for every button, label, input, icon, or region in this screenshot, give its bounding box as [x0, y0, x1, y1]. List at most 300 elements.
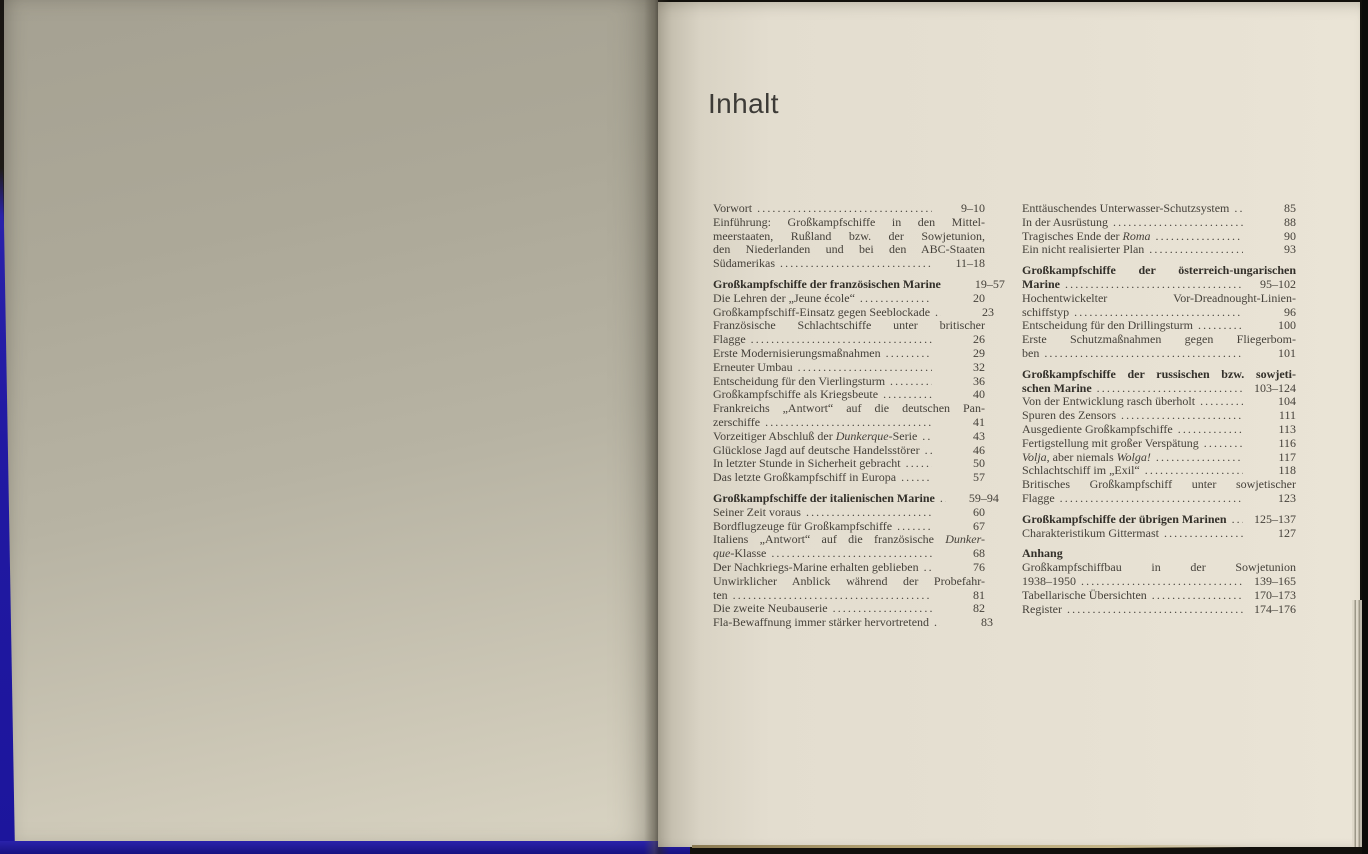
page-number: 23	[982, 304, 995, 319]
text-segment: Ein nicht realisierter Plan	[1022, 242, 1145, 257]
toc-text	[1022, 513, 1227, 527]
text-segment: -Klasse	[730, 546, 767, 561]
text-segment: In letzter Stunde in Sicherheit gebracht	[713, 456, 901, 471]
toc-line	[713, 319, 985, 333]
toc-text	[713, 347, 881, 361]
toc-text	[1022, 547, 1063, 561]
toc-line	[713, 457, 985, 471]
text-segment: Spuren des Zensors	[1022, 408, 1116, 423]
toc-text	[713, 471, 896, 485]
toc-text	[713, 430, 917, 444]
page-number: 116	[1278, 435, 1296, 450]
page-number: 170–173	[1254, 587, 1296, 602]
text-segment: Erste Modernisierungsmaßnahmen	[713, 345, 881, 360]
toc-text	[1022, 575, 1076, 589]
toc-text	[1022, 603, 1062, 617]
text-segment: Anhang	[1022, 546, 1063, 561]
toc-text	[713, 444, 920, 458]
toc-line	[713, 575, 985, 589]
toc-text	[1022, 382, 1092, 396]
text-segment: -Serie	[888, 428, 918, 443]
dot-leader	[765, 416, 932, 430]
toc-entry	[713, 490, 999, 506]
toc-entry	[713, 402, 985, 430]
toc-entry	[713, 561, 985, 575]
toc-entry	[1022, 478, 1296, 506]
toc-line	[713, 257, 985, 271]
toc-line	[713, 520, 985, 534]
toc-line	[1022, 603, 1296, 617]
toc-line	[1022, 278, 1296, 292]
dot-leader	[940, 492, 946, 506]
page-number: 125–137	[1254, 511, 1296, 526]
toc-entry	[713, 304, 995, 320]
text-segment: Flagge	[713, 332, 746, 347]
toc-entry	[713, 430, 985, 444]
text-segment: schen Marine	[1022, 380, 1092, 395]
text-segment: ten	[713, 587, 728, 602]
toc-text	[713, 292, 855, 306]
dot-leader	[1081, 575, 1243, 589]
toc-text	[713, 457, 901, 471]
toc-entry	[1022, 513, 1296, 527]
toc-entry	[1022, 589, 1296, 603]
dot-leader	[1149, 243, 1243, 257]
text-segment: Bordflugzeuge für Großkampfschiffe	[713, 518, 893, 533]
toc-entry	[713, 276, 1005, 292]
toc-entry	[1022, 292, 1296, 320]
dot-leader	[886, 347, 932, 361]
page-number: 83	[981, 615, 994, 630]
page-number: 19–57	[974, 276, 1005, 291]
dot-leader	[1145, 464, 1243, 478]
toc-text	[1022, 437, 1199, 451]
page-number: 104	[1278, 394, 1296, 409]
text-segment: den Niederlanden und bei den ABC-Staaten	[713, 242, 985, 257]
toc-line	[713, 615, 994, 630]
dot-leader	[1067, 603, 1243, 617]
dot-leader	[934, 616, 940, 630]
text-segment: Erneuter Umbau	[713, 359, 793, 374]
text-segment: Volja	[1022, 449, 1047, 464]
text-segment: ben	[1022, 345, 1040, 360]
page-number: 50	[973, 456, 985, 471]
dot-leader	[901, 471, 932, 485]
toc-entry	[1022, 451, 1296, 465]
toc-entry	[1022, 464, 1296, 478]
toc-line	[1022, 423, 1296, 437]
toc-text	[713, 602, 828, 616]
toc-entry	[713, 575, 985, 603]
text-segment: Der Nachkriegs-Marine erhalten geblieben	[713, 559, 919, 574]
page-number: 46	[973, 442, 985, 457]
toc-line	[1022, 264, 1296, 278]
text-segment: Tabellarische Übersichten	[1022, 587, 1147, 602]
toc-entry	[1022, 603, 1296, 617]
toc-text	[1022, 306, 1069, 320]
dot-leader	[1156, 230, 1243, 244]
toc-entry	[713, 444, 985, 458]
toc-line	[1022, 409, 1296, 423]
toc-text	[713, 375, 885, 389]
text-segment: Glücklose Jagd auf deutsche Handelsstörer	[713, 442, 920, 457]
toc-line	[1022, 395, 1296, 409]
text-segment: Charakteristikum Gittermast	[1022, 525, 1159, 540]
toc-line	[1022, 368, 1296, 382]
page-number: 9–10	[961, 201, 985, 215]
page-number: 123	[1278, 490, 1296, 505]
toc-text	[713, 589, 728, 603]
toc-text	[1022, 423, 1173, 437]
toc-entry	[713, 388, 985, 402]
page-number: 11–18	[955, 256, 985, 271]
text-segment: que	[713, 546, 731, 561]
contents-page	[658, 2, 1360, 847]
toc-entry	[1022, 264, 1296, 292]
page-number: 81	[973, 587, 985, 602]
dot-leader	[733, 589, 932, 603]
page-number: 43	[973, 428, 985, 443]
text-segment: , aber niemals	[1046, 449, 1117, 464]
toc-line	[713, 230, 985, 244]
page-number: 68	[973, 546, 985, 561]
toc-text	[713, 278, 941, 292]
dot-leader	[924, 561, 932, 575]
page-number: 36	[973, 373, 985, 388]
toc-text	[713, 361, 793, 375]
text-segment: Großkampfschiffe als Kriegsbeute	[713, 387, 879, 402]
text-segment: Das letzte Großkampfschiff in Europa	[713, 470, 897, 485]
dot-leader	[751, 333, 932, 347]
toc-entry	[713, 602, 985, 616]
toc-line	[713, 388, 985, 402]
toc-text	[1022, 202, 1229, 216]
dot-leader	[771, 547, 932, 561]
toc-line	[713, 276, 1005, 292]
toc-text	[1022, 464, 1140, 478]
text-segment: Marine	[1022, 276, 1060, 291]
toc-entry	[713, 375, 985, 389]
text-segment: Tragisches Ende der	[1022, 228, 1123, 243]
toc-line	[1022, 292, 1296, 306]
toc-line	[1022, 216, 1296, 230]
text-segment: Entscheidung für den Drillingsturm	[1022, 318, 1193, 333]
toc-line	[1022, 589, 1296, 603]
toc-line	[713, 292, 985, 306]
dot-leader	[1152, 589, 1243, 603]
text-segment: Südamerikas	[713, 256, 775, 271]
toc-column-right	[1022, 202, 1296, 616]
page-title: Inhalt	[708, 88, 779, 119]
text-segment: Wolga!	[1116, 449, 1151, 464]
page-number: 127	[1278, 525, 1296, 540]
toc-text	[713, 547, 766, 561]
toc-line	[1022, 527, 1296, 541]
text-segment: Vorwort	[713, 201, 753, 215]
page-number: 111	[1278, 408, 1296, 423]
dot-leader	[1234, 202, 1243, 216]
toc-entry	[1022, 333, 1296, 361]
toc-text	[713, 388, 878, 402]
text-segment: In der Ausrüstung	[1022, 214, 1108, 229]
toc-text	[1022, 216, 1108, 230]
toc-line	[1022, 202, 1296, 216]
toc-entry	[1022, 437, 1296, 451]
toc-line	[1022, 561, 1296, 575]
dot-leader	[1198, 319, 1243, 333]
dot-leader	[897, 520, 932, 534]
toc-text	[1022, 319, 1193, 333]
toc-entry	[713, 361, 985, 375]
page-number: 100	[1278, 318, 1296, 333]
toc-entry	[713, 520, 985, 534]
text-segment: Französische Schlachtschiffe unter britischer	[713, 318, 985, 333]
text-segment: meerstaaten, Rußland bzw. der Sowjetunion,	[713, 228, 985, 243]
toc-line	[1022, 464, 1296, 478]
toc-line	[713, 361, 985, 375]
toc-entry	[1022, 243, 1296, 257]
page-bottom-edge-line	[692, 845, 1250, 848]
toc-entry	[713, 615, 994, 630]
toc-line	[713, 533, 985, 547]
toc-text	[1022, 230, 1151, 244]
page-number: 57	[973, 470, 985, 485]
toc-entry	[1022, 319, 1296, 333]
toc-line	[1022, 230, 1296, 244]
toc-text	[713, 520, 892, 534]
toc-text	[1022, 347, 1039, 361]
text-segment: Großkampfschiffe der französischen Marine	[713, 276, 941, 291]
dot-leader	[1232, 513, 1243, 527]
text-segment: Die zweite Neubauserie	[713, 601, 828, 616]
toc-line	[713, 444, 985, 458]
toc-entry	[713, 457, 985, 471]
toc-text	[713, 616, 929, 630]
dot-leader	[780, 257, 932, 271]
toc-line	[1022, 451, 1296, 465]
page-number: 60	[973, 504, 985, 519]
page-number: 29	[973, 345, 985, 360]
toc-text	[1022, 492, 1055, 506]
toc-line	[1022, 437, 1296, 451]
page-number: 26	[973, 332, 985, 347]
dot-leader	[1113, 216, 1243, 230]
text-segment: Die Lehren der „Jeune école“	[713, 290, 855, 305]
page-number: 59–94	[968, 490, 999, 505]
toc-line	[713, 216, 985, 230]
toc-line	[1022, 333, 1296, 347]
toc-line	[713, 506, 985, 520]
toc-line	[713, 471, 985, 485]
text-segment: Dunker-	[945, 532, 985, 547]
dot-leader	[1200, 395, 1243, 409]
page-number: 101	[1278, 345, 1296, 360]
dot-leader	[1074, 306, 1243, 320]
toc-entry	[1022, 230, 1296, 244]
page-number: 67	[973, 518, 985, 533]
text-segment: Register	[1022, 601, 1062, 616]
page-number: 76	[973, 559, 985, 574]
text-segment: Italiens „Antwort“ auf die französische	[713, 532, 946, 547]
toc-text	[1022, 243, 1144, 257]
toc-line	[713, 430, 985, 444]
toc-line	[713, 347, 985, 361]
toc-line	[713, 416, 985, 430]
toc-line	[1022, 319, 1296, 333]
toc-text	[1022, 451, 1151, 465]
toc-entry	[713, 506, 985, 520]
toc-text	[1022, 395, 1195, 409]
toc-line	[713, 589, 985, 603]
toc-line	[713, 561, 985, 575]
toc-text	[713, 506, 801, 520]
toc-text	[713, 202, 752, 216]
text-segment: Dunkerque	[835, 428, 889, 443]
dot-leader	[1164, 527, 1243, 541]
dot-leader	[1178, 423, 1243, 437]
dot-leader	[883, 388, 932, 402]
dot-leader	[833, 602, 932, 616]
text-segment: Erste Schutzmaßnahmen gegen Fliegerbom-	[1022, 332, 1296, 347]
text-segment: Unwirklicher Anblick während der Probefahr-	[713, 573, 985, 588]
text-segment: zerschiffe	[713, 414, 761, 429]
dot-leader	[1156, 451, 1243, 465]
toc-line	[1022, 306, 1296, 320]
toc-line	[1022, 347, 1296, 361]
toc-column-left	[713, 201, 1005, 630]
toc-line	[1022, 382, 1296, 396]
toc-line	[1022, 478, 1296, 492]
toc-entry	[713, 202, 985, 216]
text-segment: Fertigstellung mit großer Verspätung	[1022, 435, 1199, 450]
toc-line	[713, 602, 985, 616]
dot-leader	[860, 292, 932, 306]
dot-leader	[890, 375, 932, 389]
toc-entry	[713, 319, 985, 347]
toc-line	[713, 304, 995, 320]
text-segment: Frankreichs „Antwort“ auf die deutschen Pan-	[713, 401, 985, 416]
toc-text	[713, 492, 935, 506]
dot-leader	[935, 306, 941, 320]
text-segment: Großkampfschiffbau in der Sowjetunion	[1022, 560, 1296, 575]
page-number: 117	[1278, 449, 1296, 464]
toc-text	[1022, 589, 1147, 603]
toc-text	[1022, 409, 1116, 423]
text-segment: Enttäuschendes Unterwasser-Schutzsystem	[1022, 201, 1230, 215]
toc-entry	[1022, 395, 1296, 409]
toc-entry	[1022, 216, 1296, 230]
dot-leader	[1060, 492, 1243, 506]
toc-line	[713, 375, 985, 389]
toc-line	[1022, 513, 1296, 527]
page-number: 95–102	[1260, 276, 1296, 291]
right-shadow-edge	[1362, 0, 1368, 854]
toc-line	[713, 243, 985, 257]
dot-leader	[1044, 347, 1243, 361]
toc-entry	[1022, 527, 1296, 541]
dot-leader	[922, 430, 932, 444]
dot-leader	[1204, 437, 1243, 451]
page-number: 88	[1284, 214, 1296, 229]
page-number: 40	[973, 387, 985, 402]
dot-leader	[1121, 409, 1243, 423]
text-segment: schiffstyp	[1022, 304, 1070, 319]
page-number: 90	[1284, 228, 1296, 243]
toc-line	[713, 547, 985, 561]
text-segment: Großkampfschiff-Einsatz gegen Seeblockade	[713, 304, 931, 319]
toc-entry	[713, 471, 985, 485]
text-segment: Ausgediente Großkampfschiffe	[1022, 421, 1173, 436]
book-cover-bottom-edge	[0, 841, 690, 854]
toc-text	[713, 561, 919, 575]
page-number: 103–124	[1254, 380, 1296, 395]
page-number: 93	[1284, 242, 1296, 257]
text-segment: Großkampfschiffe der österreich-ungarischen	[1022, 263, 1296, 278]
toc-entry	[1022, 423, 1296, 437]
toc-line	[1022, 243, 1296, 257]
text-segment: Seiner Zeit voraus	[713, 504, 801, 519]
toc-text	[1022, 278, 1060, 292]
toc-entry	[713, 533, 985, 561]
page-number: 96	[1284, 304, 1296, 319]
toc-line	[1022, 547, 1296, 561]
dot-leader	[925, 444, 932, 458]
text-segment: 1938–1950	[1022, 573, 1076, 588]
page-number: 82	[973, 601, 985, 616]
toc-line	[713, 202, 985, 216]
toc-entry	[1022, 561, 1296, 589]
toc-line	[1022, 575, 1296, 589]
page-number: 139–165	[1254, 573, 1296, 588]
toc-line	[713, 402, 985, 416]
toc-text	[713, 416, 760, 430]
toc-text	[713, 333, 746, 347]
page-number: 174–176	[1254, 601, 1296, 616]
toc-line	[713, 333, 985, 347]
toc-text	[713, 257, 775, 271]
toc-entry	[1022, 409, 1296, 423]
text-segment: Roma	[1122, 228, 1151, 243]
toc-entry	[713, 216, 985, 271]
toc-entry	[1022, 547, 1296, 561]
dot-leader	[1065, 278, 1243, 292]
text-segment: Einführung: Großkampfschiffe in den Mittel-	[713, 214, 985, 229]
toc-text	[1022, 527, 1159, 541]
text-segment: Britisches Großkampfschiff unter sowjetischer	[1022, 477, 1296, 492]
text-segment: Von der Entwicklung rasch überholt	[1022, 394, 1196, 409]
text-segment: Schlachtschiff im „Exil“	[1022, 463, 1140, 478]
toc-line	[1022, 492, 1296, 506]
dot-leader	[798, 361, 932, 375]
text-segment: Vorzeitiger Abschluß der	[713, 428, 836, 443]
blank-left-page	[3, 0, 658, 843]
dot-leader	[806, 506, 932, 520]
dot-leader	[1097, 382, 1243, 396]
toc-entry	[713, 292, 985, 306]
page-number: 85	[1284, 201, 1296, 215]
toc-entry	[1022, 368, 1296, 396]
dot-leader	[757, 202, 932, 216]
toc-line	[713, 490, 999, 506]
text-segment: Großkampfschiffe der italienischen Marine	[713, 490, 935, 505]
page-number: 113	[1278, 421, 1296, 436]
dot-leader	[906, 457, 932, 471]
toc-text	[713, 306, 930, 320]
text-segment: Hochentwickelter Vor-Dreadnought-Linien-	[1022, 290, 1296, 305]
toc-entry	[713, 347, 985, 361]
text-segment: Entscheidung für den Vierlingsturm	[713, 373, 886, 388]
text-segment: Fla-Bewaffnung immer stärker hervortretend	[713, 615, 930, 630]
